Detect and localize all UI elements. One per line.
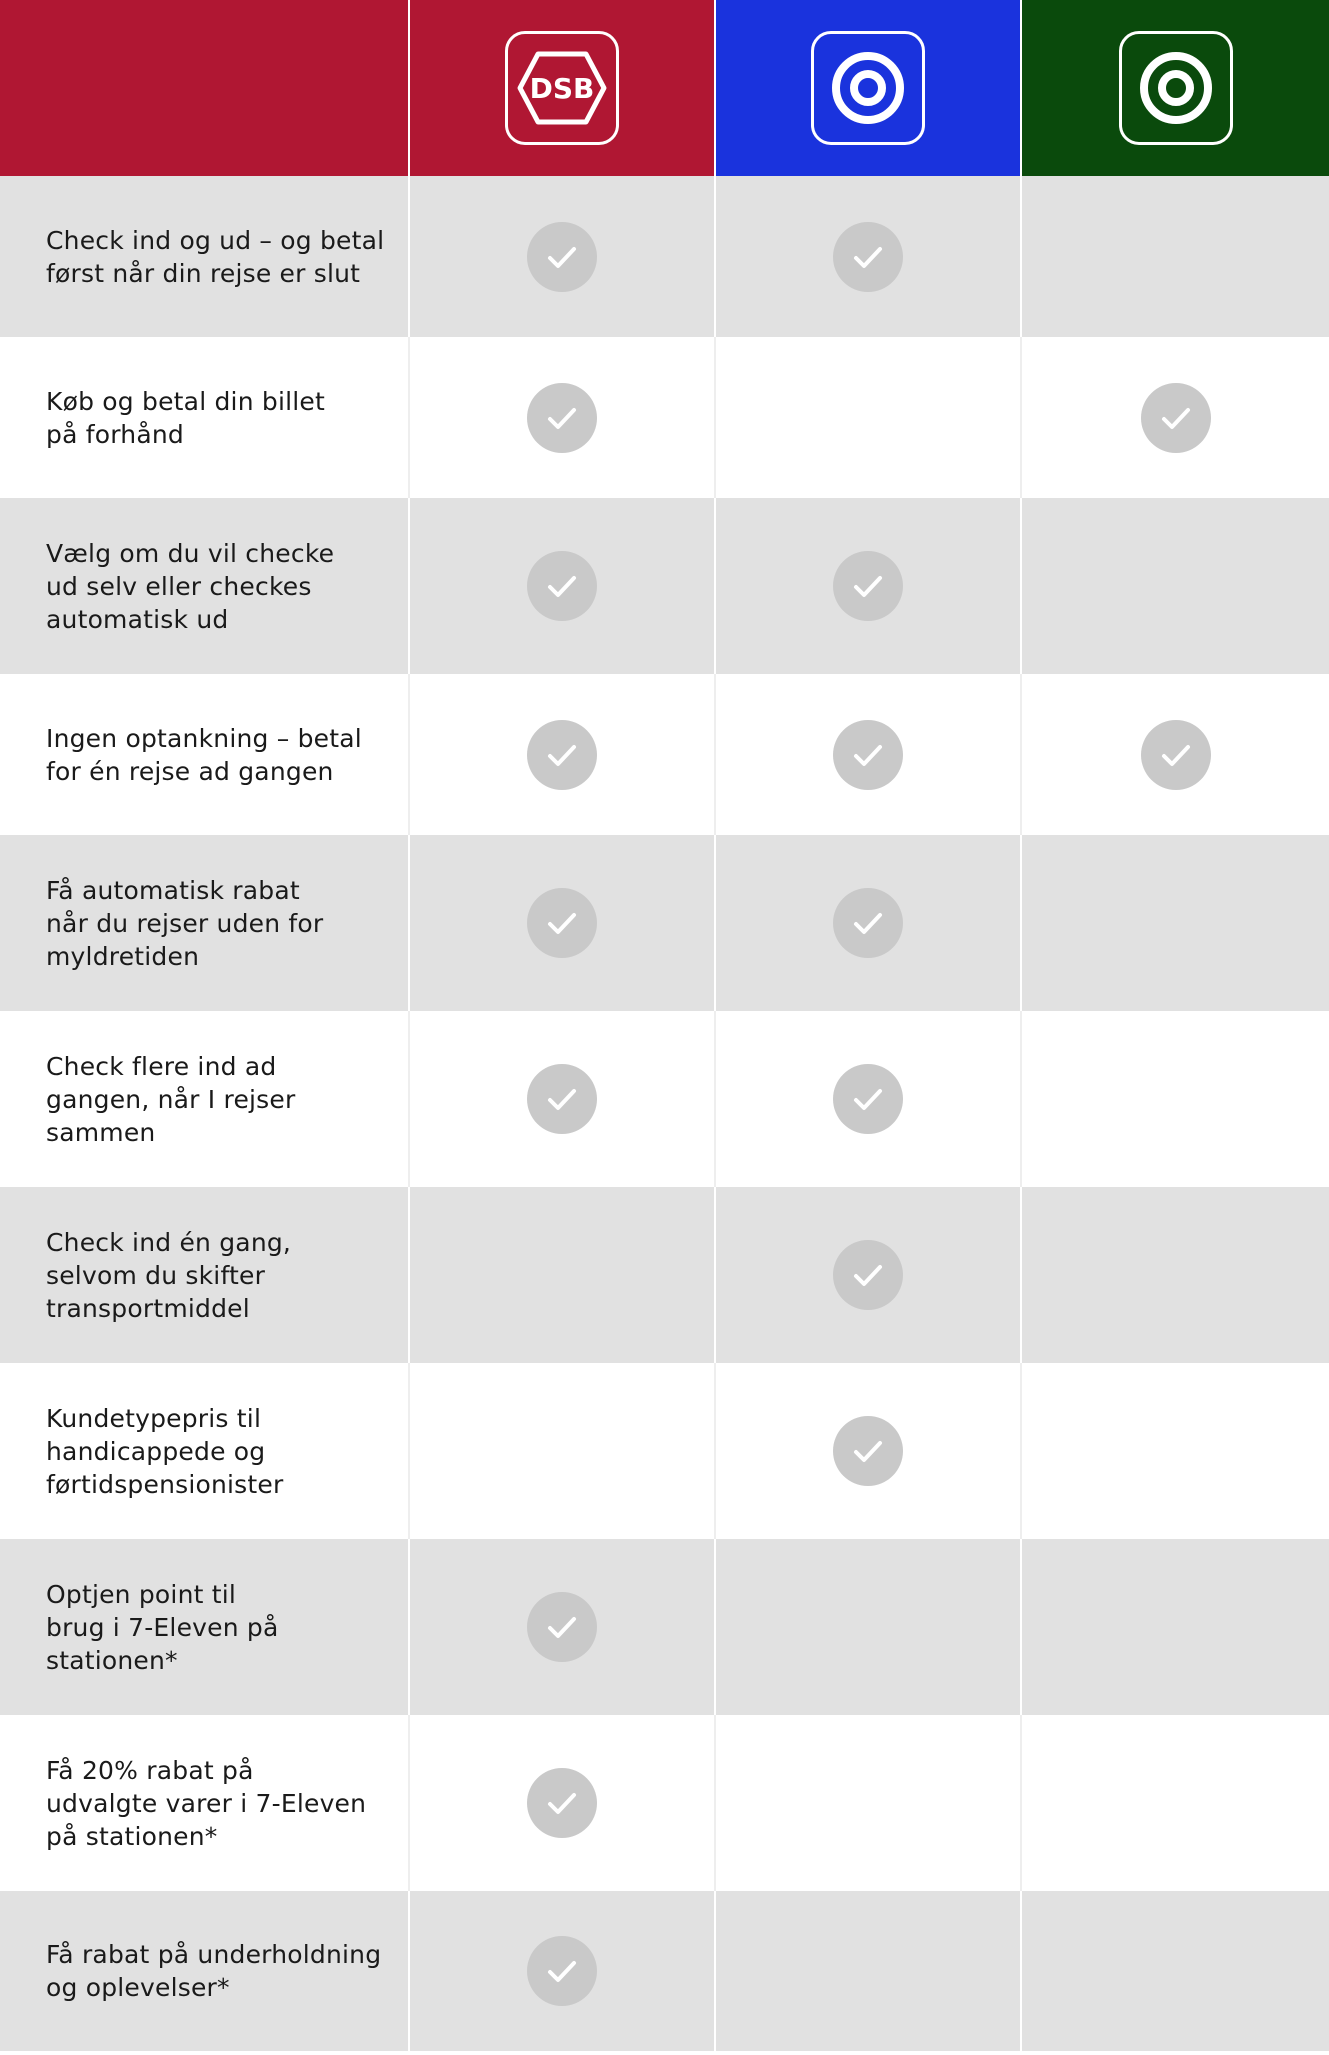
check-cell-rejsekort (716, 835, 1022, 1011)
check-cell-rejsekort (716, 176, 1022, 337)
header-billet-cell (1022, 0, 1329, 176)
check-cell-dsb (410, 835, 716, 1011)
check-cell-rejsekort (716, 498, 1022, 674)
header-empty-cell (0, 0, 410, 176)
table-row (0, 674, 1329, 835)
check-cell-dsb (410, 1891, 716, 2051)
table-row (0, 835, 1329, 1011)
feature-label: Check ind og ud – og betal først når din rejse er slut (46, 225, 385, 288)
check-cell-dsb (410, 1539, 716, 1715)
table-row (0, 1363, 1329, 1539)
checkmark-icon (1141, 383, 1211, 453)
check-cell-rejsekort (716, 1363, 1022, 1539)
feature-label-cell (0, 1891, 410, 2051)
check-cell-billet (1022, 674, 1329, 835)
dsb-app-icon (505, 31, 619, 145)
checkmark-icon (527, 222, 597, 292)
check-cell-rejsekort (716, 1715, 1022, 1891)
check-cell-billet (1022, 1715, 1329, 1891)
check-cell-rejsekort (716, 1187, 1022, 1363)
feature-label-cell (0, 674, 410, 835)
check-cell-dsb (410, 1011, 716, 1187)
table-row (0, 498, 1329, 674)
checkmark-icon (527, 1064, 597, 1134)
feature-label: Få automatisk rabat når du rejser uden for myldretiden (46, 875, 324, 971)
table-row (0, 337, 1329, 498)
feature-label-cell (0, 1187, 410, 1363)
table-row (0, 1715, 1329, 1891)
check-cell-billet (1022, 1891, 1329, 2051)
check-cell-billet (1022, 498, 1329, 674)
table-row (0, 1187, 1329, 1363)
feature-label: Køb og betal din billet på forhånd (46, 386, 325, 449)
check-cell-rejsekort (716, 1011, 1022, 1187)
check-cell-dsb (410, 337, 716, 498)
target-app-icon-blue (811, 31, 925, 145)
feature-label-cell (0, 1715, 410, 1891)
table-header (0, 0, 1329, 176)
feature-label: Ingen optankning – betal for én rejse ad gangen (46, 723, 362, 786)
feature-label: Få 20% rabat på udvalgte varer i 7-Eleven på stationen* (46, 1755, 367, 1851)
checkmark-icon (527, 1592, 597, 1662)
feature-label-cell (0, 1011, 410, 1187)
feature-label-cell (0, 176, 410, 337)
dsb-logo-text: DSB (529, 72, 595, 105)
feature-label-cell (0, 1363, 410, 1539)
checkmark-icon (1141, 720, 1211, 790)
table-row (0, 176, 1329, 337)
table-row (0, 1539, 1329, 1715)
checkmark-icon (527, 1936, 597, 2006)
check-cell-rejsekort (716, 1891, 1022, 2051)
target-app-icon-green (1119, 31, 1233, 145)
check-cell-dsb (410, 176, 716, 337)
feature-label: Kundetypepris til handicappede og førtidspensionister (46, 1403, 284, 1499)
table-row (0, 1011, 1329, 1187)
check-cell-billet (1022, 337, 1329, 498)
checkmark-icon (833, 1416, 903, 1486)
header-dsb-cell (410, 0, 716, 176)
feature-label: Få rabat på underholdning og oplevelser* (46, 1940, 382, 2002)
feature-label-cell (0, 1539, 410, 1715)
feature-label-cell (0, 337, 410, 498)
checkmark-icon (527, 1768, 597, 1838)
check-cell-billet (1022, 1539, 1329, 1715)
check-cell-billet (1022, 835, 1329, 1011)
check-cell-dsb (410, 1715, 716, 1891)
checkmark-icon (527, 888, 597, 958)
checkmark-icon (833, 720, 903, 790)
feature-label-cell (0, 835, 410, 1011)
check-cell-dsb (410, 1363, 716, 1539)
feature-label: Check ind én gang, selvom du skifter transportmiddel (46, 1227, 292, 1323)
check-cell-dsb (410, 498, 716, 674)
check-cell-billet (1022, 1187, 1329, 1363)
checkmark-icon (833, 1064, 903, 1134)
check-cell-dsb (410, 1187, 716, 1363)
feature-label: Vælg om du vil checke ud selv eller checkes automatisk ud (46, 538, 335, 634)
check-cell-rejsekort (716, 1539, 1022, 1715)
feature-label-cell (0, 498, 410, 674)
checkmark-icon (833, 551, 903, 621)
check-cell-billet (1022, 1363, 1329, 1539)
feature-label: Check flere ind ad gangen, når I rejser sammen (46, 1051, 296, 1147)
feature-label: Optjen point til brug i 7-Eleven på stationen* (46, 1579, 279, 1675)
header-rejsekort-cell (716, 0, 1022, 176)
check-cell-dsb (410, 674, 716, 835)
checkmark-icon (527, 720, 597, 790)
check-cell-billet (1022, 1011, 1329, 1187)
checkmark-icon (527, 551, 597, 621)
check-cell-rejsekort (716, 337, 1022, 498)
check-cell-billet (1022, 176, 1329, 337)
checkmark-icon (833, 1240, 903, 1310)
check-cell-rejsekort (716, 674, 1022, 835)
checkmark-icon (527, 383, 597, 453)
table-body (0, 176, 1329, 2051)
checkmark-icon (833, 888, 903, 958)
table-row (0, 1891, 1329, 2051)
checkmark-icon (833, 222, 903, 292)
